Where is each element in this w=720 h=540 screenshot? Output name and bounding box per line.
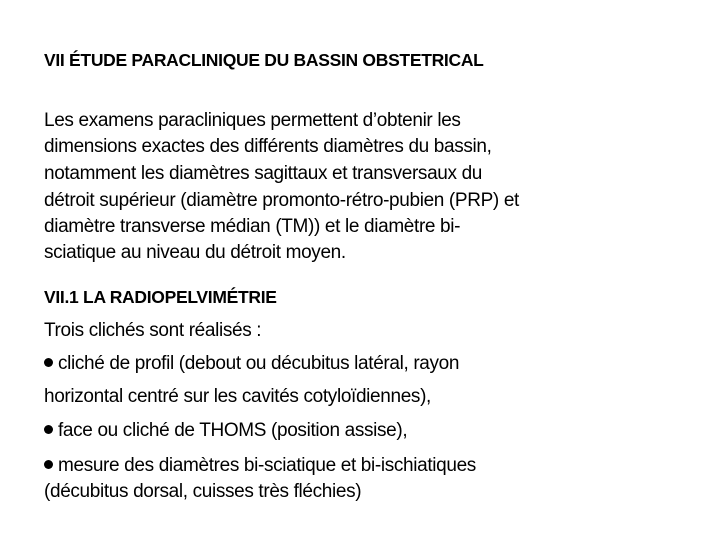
intro-line: Les examens paracliniques permettent d’obtenir les	[44, 110, 461, 131]
bullet-dot-icon	[44, 358, 53, 367]
document-title: VII ÉTUDE PARACLINIQUE DU BASSIN OBSTETRICAL	[44, 50, 484, 70]
intro-line: dimensions exactes des différents diamètres du bassin,	[44, 136, 492, 157]
bullet-item	[44, 421, 407, 440]
bullet-item	[44, 456, 476, 475]
bullet-text: face ou cliché de THOMS (position assise),	[58, 420, 408, 441]
bullet-continuation: horizontal centré sur les cavités cotyloïdiennes),	[44, 386, 431, 407]
bullet-continuation: (décubitus dorsal, cuisses très fléchies)	[44, 481, 362, 502]
intro-line: détroit supérieur (diamètre promonto-rétro-pubien (PRP) et	[44, 190, 519, 211]
section-heading: VII.1 LA RADIOPELVIMÉTRIE	[44, 287, 277, 307]
intro-line: sciatique au niveau du détroit moyen.	[44, 242, 346, 263]
bullet-text: cliché de profil (debout ou décubitus latéral, rayon	[58, 353, 460, 374]
section-lead: Trois clichés sont réalisés :	[44, 320, 262, 341]
bullet-dot-icon	[44, 425, 53, 434]
intro-line: diamètre transverse médian (TM)) et le diamètre bi-	[44, 216, 461, 237]
bullet-item	[44, 354, 459, 373]
intro-line: notamment les diamètres sagittaux et transversaux du	[44, 163, 483, 184]
bullet-dot-icon	[44, 460, 53, 469]
bullet-text: mesure des diamètres bi-sciatique et bi-ischiatiques	[58, 455, 476, 476]
